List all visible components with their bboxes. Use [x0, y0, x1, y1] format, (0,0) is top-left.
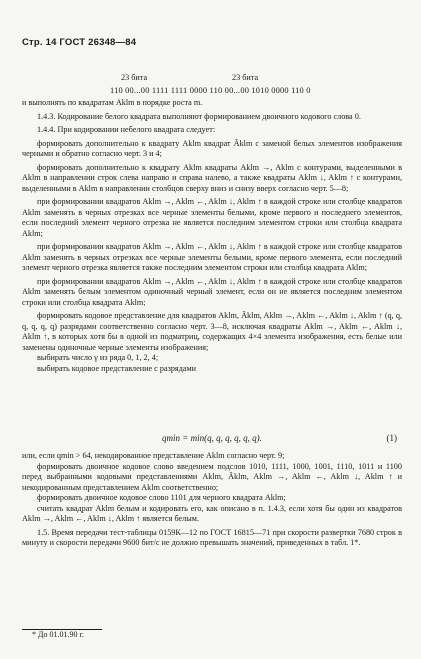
- bits-label-left: 23 бита: [121, 73, 148, 82]
- paragraph: 1.4.4. При кодировании небелого квадрата следует:: [37, 125, 216, 134]
- paragraph: формировать дополнительно к квадрату Aklm квадрат Āklm с заменой белых элементов изображения черными и обратно согласно черт. 3 и 4;: [22, 138, 402, 158]
- paragraph: при формировании квадратов Aklm →, Aklm ←, Aklm ↓, Aklm ↑ в каждой строке или столбце квадратов Aklm заменять в черных отрезках все черные элементы белыми, кроме первого элемента, если последний элемент черного отрезка является также последним элементом строки или столбца квадрата Aklm;: [22, 242, 402, 272]
- paragraph: 1.5. Время передачи тест-таблицы 0159К—12 по ГОСТ 16815—71 при скорости развертки 7680 строк в минуту и скорости передачи 9600 бит/с не должно превышать значений, приведенных в табл. 1*.: [22, 527, 402, 547]
- paragraph: формировать двоичное кодовое слово 1101 для черного квадрата Aklm;: [37, 493, 286, 502]
- bit-sequence: 110 00...00 1111 1111 0000 110 00...00 1010 0000 110 0: [110, 86, 311, 95]
- paragraph: формировать кодовое представление для квадратов Aklm, Āklm, Aklm →, Aklm ←, Aklm ↓, Aklm ↑ (q, q, q, q, q, q) разрядами соответственно согласно черт. 3—8, исключая квадраты Aklm →, Aklm ←, Aklm ↓, Aklm ↑, в которых хотя бы в одной из подматриц, содержащих 4×4 элемента изображения, есть белые или заменены одиночные черные элементы изображения;: [22, 311, 402, 352]
- paragraph: выбирать число γ из ряда 0, 1, 2, 4;: [37, 353, 159, 362]
- footnote: * До 01.01.90 г.: [32, 630, 84, 639]
- paragraph: при формировании квадратов Aklm →, Aklm ←, Aklm ↓, Aklm ↑ в каждой строке или столбце квадратов Aklm заменять в черных отрезках все черные элементы белыми, кроме первого и последнего элементов, если последний элемент черного отрезка не является последним элементом строки или столбца квадрата Aklm;: [22, 197, 402, 238]
- page-header: Стр. 14 ГОСТ 26348—84: [22, 37, 137, 48]
- body-text: [22, 98, 402, 374]
- paragraph: формировать дополнительно к квадрату Aklm квадраты Aklm →, Aklm с контурами, выделенными в Aklm в направлении строк слева направо и справа налево, а также квадраты Aklm ↓, Aklm ↑ с контурами, выделенными в Aklm в направлении столбцов сверху вниз и снизу вверх согласно черт. 5—8;: [22, 162, 402, 193]
- formula-number: (1): [386, 433, 397, 443]
- paragraph: или, если qmin > 64, некодированное представление Aklm согласно черт. 9;: [22, 451, 285, 460]
- paragraph: формировать двоичное кодовое слово введением подслов 1010, 1111, 1000, 1001, 1110, 1011 и 1100 перед выбранными кодовыми представлениями Aklm, Āklm, Aklm →, Aklm ←, Aklm ↓, Aklm ↑ и некодированным представлением Aklm соответственно;: [22, 461, 402, 492]
- formula-text: qmin = min(q, q, q, q, q, q).: [162, 433, 262, 443]
- paragraph: считать квадрат Aklm белым и кодировать его, как описано в п. 1.4.3, если хотя бы один из квадратов Aklm →, Aklm ←, Aklm ↓, Aklm ↑ является белым.: [22, 503, 402, 523]
- paragraph: 1.4.3. Кодирование белого квадрата выполняют формированием двоичного кодового слова 0.: [37, 111, 361, 121]
- paragraph: выбирать кодовое представление с разрядами: [37, 363, 197, 373]
- paragraph: при формировании квадратов Aklm →, Aklm ←, Aklm ↓, Aklm ↑ в каждой строке или столбце квадратов Aklm заменять белым элементом одиночный черный элемент, если он не является последним элементом строки или столбца квадрата Aklm;: [22, 276, 402, 307]
- body-text-continued: [22, 451, 402, 549]
- bits-label-right: 23 бита: [232, 73, 259, 82]
- paragraph: и выполнять по квадратам Aklm в порядке роста m.: [22, 98, 203, 107]
- formula: [0, 433, 421, 447]
